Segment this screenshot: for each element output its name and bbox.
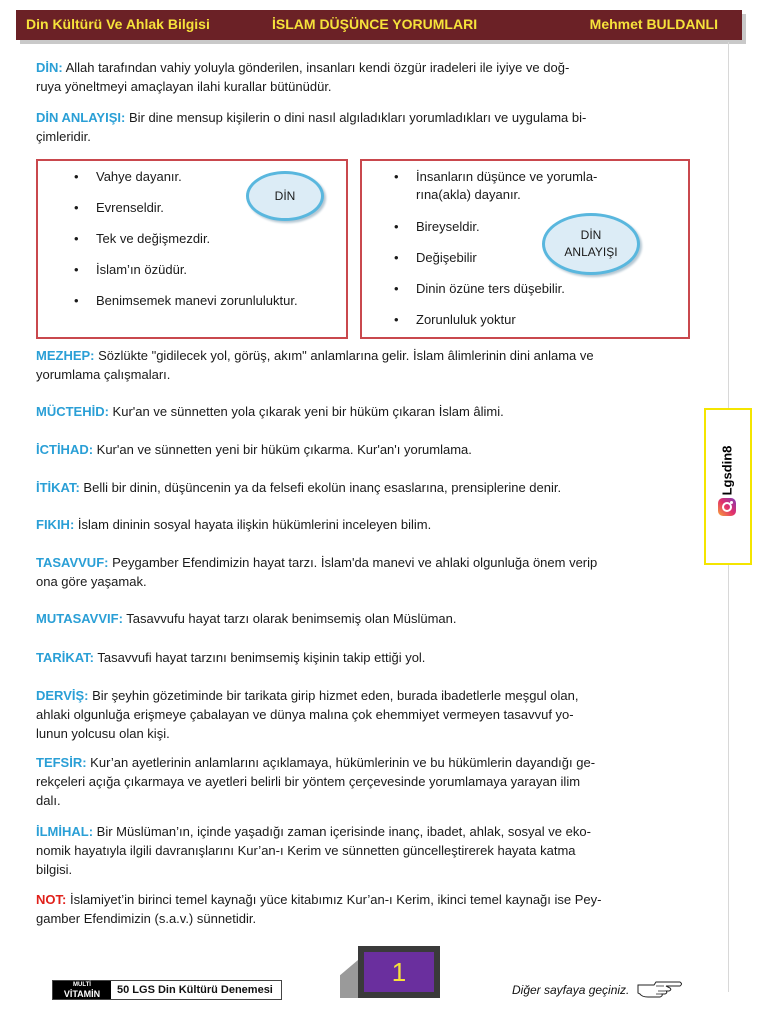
vitamin-logo: MULTİ VİTAMİN	[53, 981, 111, 999]
definition-mutasavvif	[36, 609, 698, 628]
header-topic: İSLAM DÜŞÜNCE YORUMLARI	[272, 16, 478, 32]
list-item: • Dinin özüne ters düşebilir.	[394, 281, 565, 296]
header-author: Mehmet BULDANLI	[589, 16, 718, 32]
definition-text: Kur'an ve sünnetten yola çıkarak yeni bir hüküm çıkaran İslam âlimi.	[108, 404, 504, 419]
note-text: gamber Efendimizin (s.a.v.) sünnetidir.	[36, 911, 257, 926]
term-tefsir: TEFSİR:	[36, 755, 87, 770]
definition-text: Peygamber Efendimizin hayat tarzı. İslam'da manevi ve ahlaki olgunluğa önem verip	[108, 555, 598, 570]
definition-tarikat	[36, 648, 698, 667]
pointing-hand-icon	[636, 977, 684, 999]
definition-text: çimleridir.	[36, 129, 91, 144]
definition-text: Kur’an ayetlerinin anlamlarını açıklamaya, hükümlerinin ve bu hükümlerin dayandığı ge-	[86, 755, 596, 770]
definition-text: nomik hayatıyla ilgili davranışlarını Kur’an-ı Kerim ve sünnetten güncelleştirerek hayata katma	[36, 843, 576, 858]
term-mezhep: MEZHEP:	[36, 348, 95, 363]
book-title: 50 LGS Din Kültürü Denemesi	[117, 984, 273, 996]
din-anlayisi-oval-label: DİN ANLAYIŞI	[542, 213, 640, 275]
definition-text: bilgisi.	[36, 862, 73, 877]
term-ictihad: İCTİHAD:	[36, 442, 94, 457]
note-text: İslamiyet’in birinci temel kaynağı yüce kitabımız Kur’an-ı Kerim, ikinci temel kaynağı ise Pey-	[66, 892, 602, 907]
list-item: • Tek ve değişmezdir.	[74, 231, 211, 246]
instagram-icon[interactable]	[718, 498, 736, 516]
din-box	[36, 159, 348, 339]
term-muctehid: MÜCTEHİD:	[36, 404, 109, 419]
social-handle: Lgsdin8	[719, 445, 735, 495]
term-fikih: FIKIH:	[36, 517, 75, 532]
definition-tasavvuf	[36, 553, 698, 591]
definition-text: Allah tarafından vahiy yoluyla gönderilen, insanları kendi özgür iradeleri ile iyiye ve doğ-	[62, 60, 570, 75]
page-number: 1	[364, 952, 434, 992]
page-header	[16, 10, 742, 40]
term-ilmihal: İLMİHAL:	[36, 824, 94, 839]
din-oval-label: DİN	[246, 171, 324, 221]
note	[36, 890, 698, 928]
definition-ilmihal	[36, 822, 698, 879]
list-item: • Vahye dayanır.	[74, 169, 182, 184]
definition-text: yorumlama çalışmaları.	[36, 367, 171, 382]
page-number-box	[358, 946, 440, 998]
definition-text: Tasavvufu hayat tarzı olarak benimsemiş olan Müslüman.	[122, 611, 457, 626]
list-item: • Benimsemek manevi zorunluluktur.	[74, 293, 298, 308]
definition-ictihad	[36, 440, 698, 459]
definition-dervis	[36, 686, 698, 743]
term-tasavvuf: TASAVVUF:	[36, 555, 109, 570]
definition-din	[36, 58, 698, 96]
definition-text: Bir şeyhin gözetiminde bir tarikata girip hizmet eden, burada ibadetlerle meşgul olan,	[88, 688, 579, 703]
social-side-tab[interactable]	[704, 408, 752, 565]
term-mutasavvif: MUTASAVVIF:	[36, 611, 123, 626]
list-item: • Değişebilir	[394, 250, 477, 265]
definition-text: ona göre yaşamak.	[36, 574, 147, 589]
term-tarikat: TARİKAT:	[36, 650, 95, 665]
publisher-logo	[52, 980, 282, 1000]
definition-text: İslam dininin sosyal hayata ilişkin hükümlerini inceleyen bilim.	[74, 517, 432, 532]
term-din: DİN:	[36, 60, 63, 75]
definition-text: Sözlükte "gidilecek yol, görüş, akım" anlamlarına gelir. İslam âlimlerinin dini anlama ve	[94, 348, 594, 363]
definition-mezhep	[36, 346, 698, 384]
din-anlayisi-box	[360, 159, 690, 339]
term-not: NOT:	[36, 892, 67, 907]
definition-text: ahlaki olgunluğa erişmeye çabalayan ve dünya malına çok ehemmiyet vermeyen tasavvuf yo-	[36, 707, 574, 722]
definition-text: Bir Müslüman’ın, içinde yaşadığı zaman içerisinde inanç, ibadet, ahlak, sosyal ve eko-	[93, 824, 591, 839]
list-item-continuation: rına(akla) dayanır.	[416, 187, 521, 202]
definition-text: ruya yöneltmeyi amaçlayan ilahi kurallar bütünüdür.	[36, 79, 332, 94]
definition-tefsir	[36, 753, 698, 810]
definition-text: Bir dine mensup kişilerin o dini nasıl algıladıkları yorumladıkları ve uygulama bi-	[125, 110, 587, 125]
definition-muctehid	[36, 402, 698, 421]
term-itikat: İTİKAT:	[36, 480, 80, 495]
list-item: • Evrenseldir.	[74, 200, 164, 215]
definition-text: Belli bir dinin, düşüncenin ya da felsefi ekolün inanç esaslarına, prensiplerine denir.	[79, 480, 562, 495]
definition-din-anlayisi	[36, 108, 698, 146]
definition-fikih	[36, 515, 698, 534]
term-dervis: DERVİŞ:	[36, 688, 89, 703]
definition-text: dalı.	[36, 793, 61, 808]
list-item: • Zorunluluk yoktur	[394, 312, 516, 327]
list-item: • Bireyseldir.	[394, 219, 480, 234]
term-din-anlayisi: DİN ANLAYIŞI:	[36, 110, 126, 125]
definition-itikat	[36, 478, 698, 497]
list-item: • İslam’ın özüdür.	[74, 262, 188, 277]
header-subject: Din Kültürü Ve Ahlak Bilgisi	[26, 16, 210, 32]
definition-text: lunun yolcusu olan kişi.	[36, 726, 170, 741]
definition-text: Kur'an ve sünnetten yeni bir hüküm çıkarma. Kur'an'ı yorumlama.	[93, 442, 472, 457]
next-page-text: Diğer sayfaya geçiniz.	[512, 983, 630, 997]
definition-text: rekçeleri açığa çıkarmaya ve ayetleri belirli bir yöntem çerçevesinde yorumlamaya yarayan ilim	[36, 774, 581, 789]
list-item: • İnsanların düşünce ve yorumla-	[394, 169, 598, 184]
definition-text: Tasavvufi hayat tarzını benimsemiş kişinin takip ettiği yol.	[94, 650, 426, 665]
